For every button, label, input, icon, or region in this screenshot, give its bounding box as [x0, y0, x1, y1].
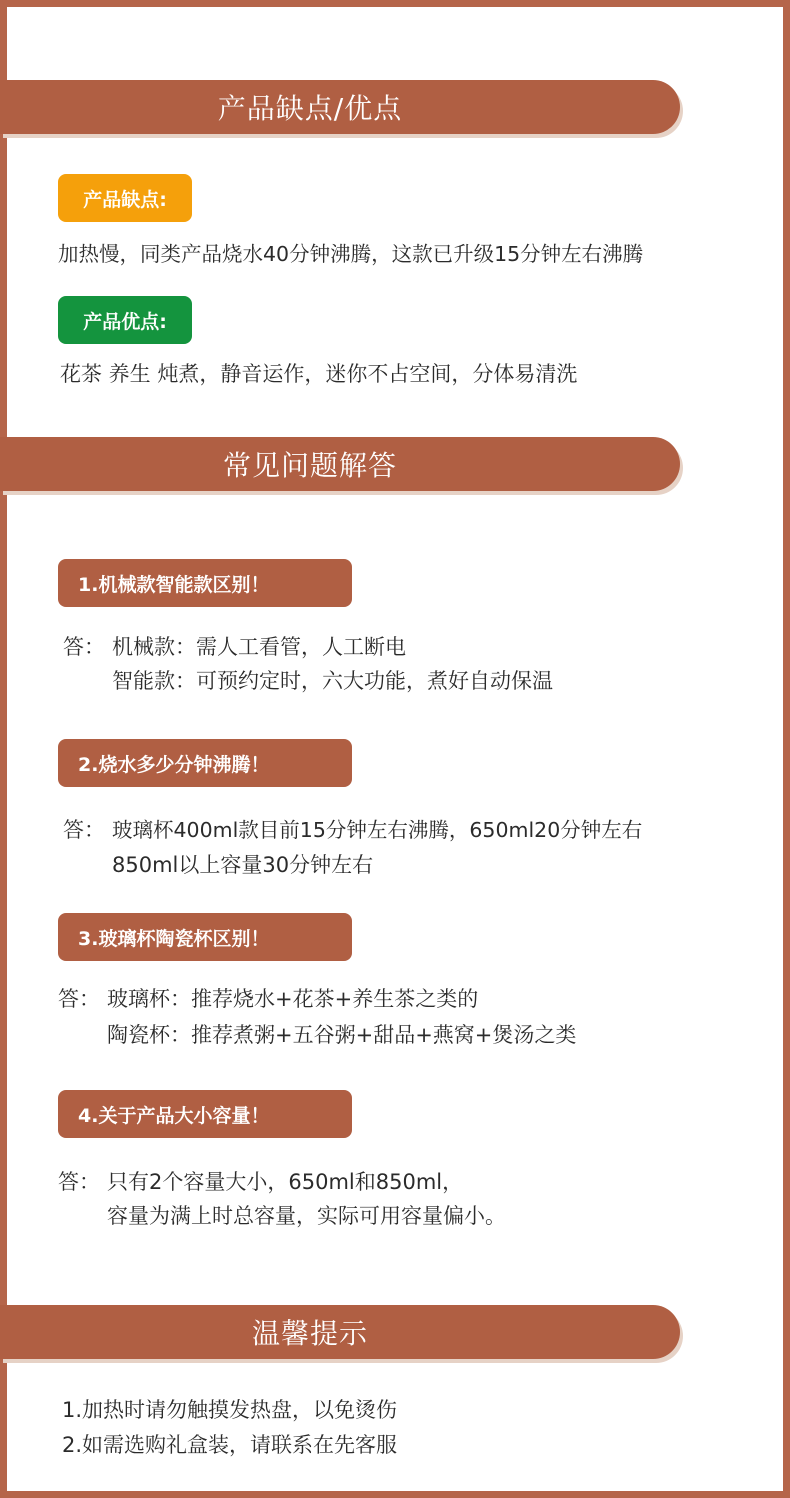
faq-question-2	[58, 739, 352, 787]
faq-answer-line: 陶瓷杯：推荐煮粥+五谷粥+甜品+燕窝+煲汤之类	[107, 1023, 577, 1047]
faq-answer-prefix: 答：	[58, 1170, 100, 1194]
faq-banner	[0, 437, 680, 491]
tips-title: 温馨提示	[251, 1317, 368, 1350]
faq-answer-prefix: 答：	[63, 818, 105, 842]
tip-item: 2.如需选购礼盒装，请联系在先客服	[62, 1433, 398, 1457]
faq-question-4	[58, 1090, 352, 1138]
faq-answer-prefix: 答：	[63, 635, 105, 659]
faq-answer-line: 只有2个容量大小，650ml和850ml，	[107, 1170, 464, 1194]
pros-cons-banner	[0, 80, 680, 134]
pros-cons-title: 产品缺点/优点	[217, 92, 403, 125]
faq-answer-line: 智能款：可预约定时，六大功能，煮好自动保温	[112, 669, 553, 693]
pros-label: 产品优点:	[83, 310, 167, 333]
faq-question-3	[58, 913, 352, 961]
cons-badge	[58, 174, 192, 222]
faq-answer-line: 850ml以上容量30分钟左右	[112, 853, 374, 877]
faq-question-1	[58, 559, 352, 607]
faq-title: 常见问题解答	[222, 449, 397, 482]
faq-answer-prefix: 答：	[58, 987, 100, 1011]
faq-question-text: 2.烧水多少分钟沸腾！	[78, 753, 270, 776]
faq-question-text: 3.玻璃杯陶瓷杯区别！	[78, 927, 270, 950]
faq-answer-line: 玻璃杯：推荐烧水+花茶+养生茶之类的	[107, 987, 479, 1011]
faq-question-text: 4.关于产品大小容量！	[78, 1104, 270, 1127]
pros-text: 花茶 养生 炖煮，静音运作，迷你不占空间，分体易清洗	[60, 362, 578, 386]
faq-answer-line: 容量为满上时总容量，实际可用容量偏小。	[107, 1204, 506, 1228]
cons-label: 产品缺点:	[83, 188, 167, 211]
tips-banner	[0, 1305, 680, 1359]
faq-question-text: 1.机械款智能款区别！	[78, 573, 270, 596]
tip-item: 1.加热时请勿触摸发热盘，以免烫伤	[62, 1398, 398, 1422]
faq-answer-line: 玻璃杯400ml款目前15分钟左右沸腾，650ml20分钟左右	[112, 818, 643, 842]
cons-text: 加热慢，同类产品烧水40分钟沸腾，这款已升级15分钟左右沸腾	[58, 242, 644, 266]
faq-answer-line: 机械款：需人工看管，人工断电	[112, 635, 406, 659]
pros-badge	[58, 296, 192, 344]
